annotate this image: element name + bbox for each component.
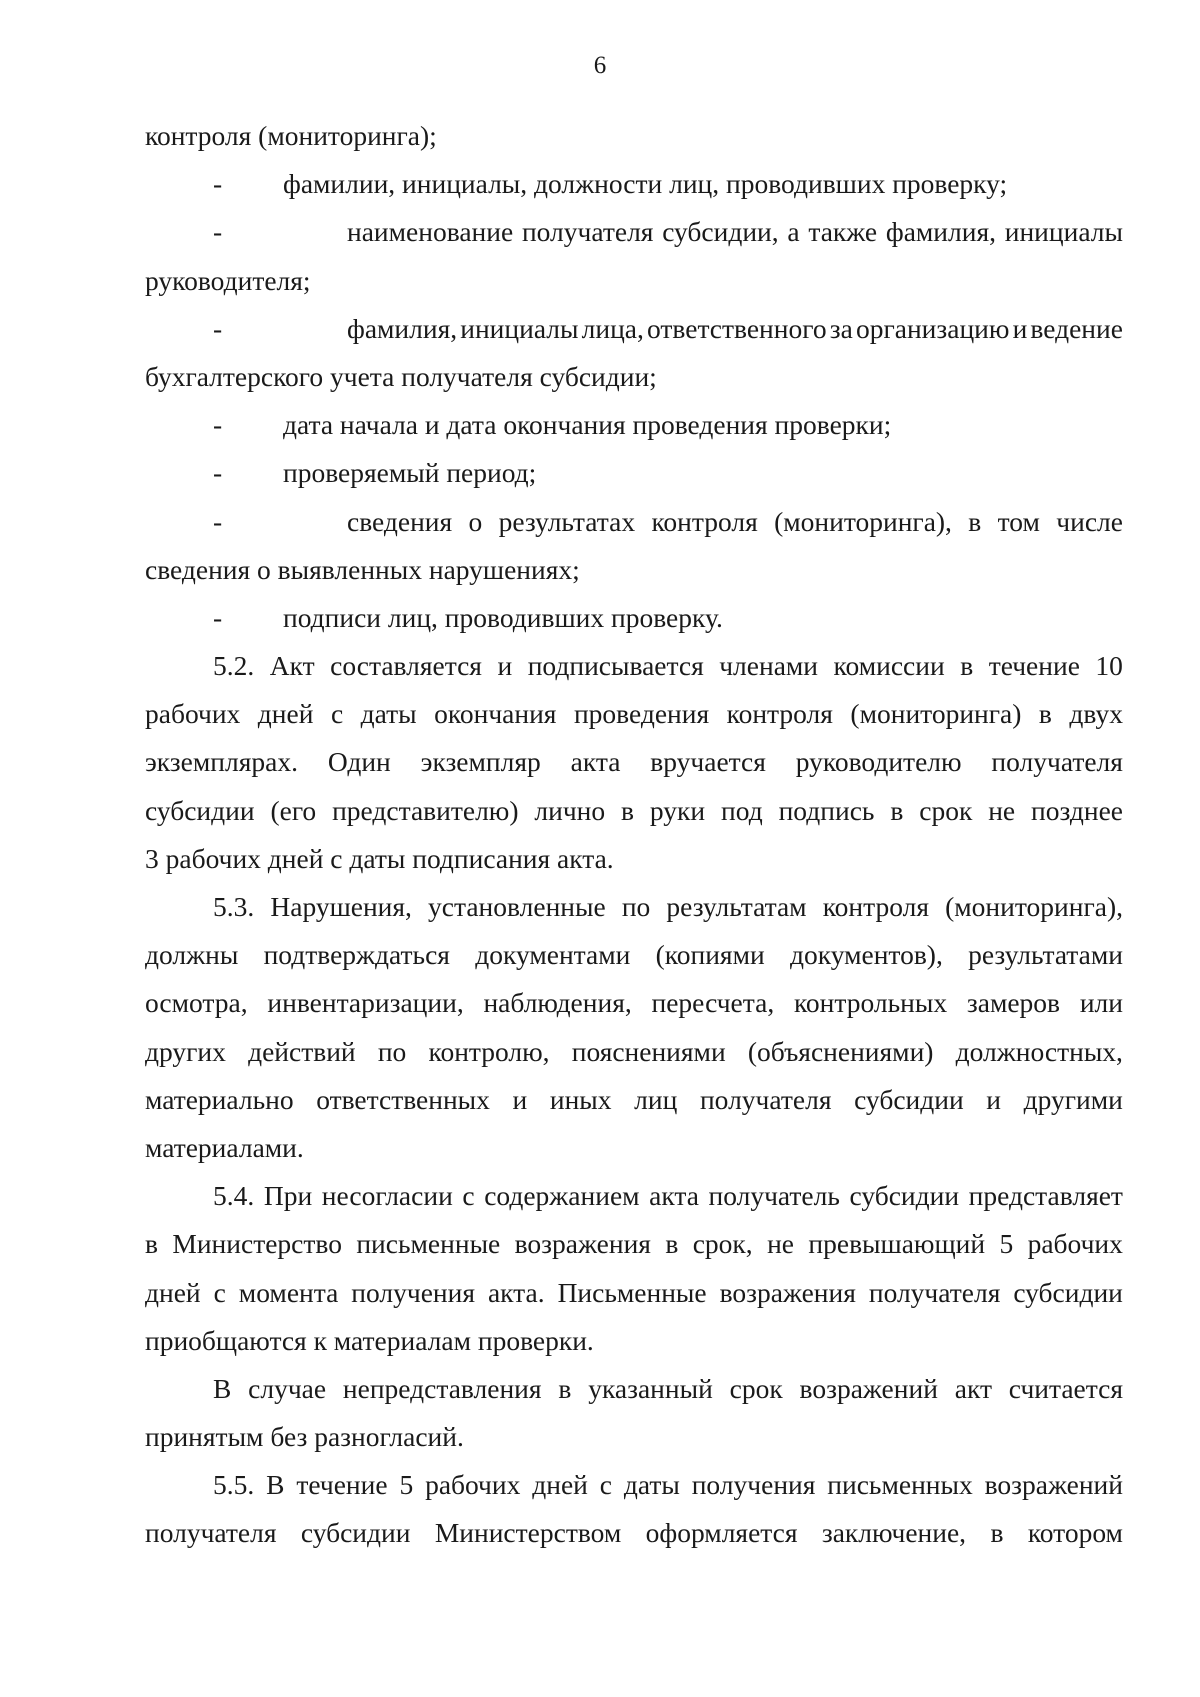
paragraph-line [145,1365,1123,1413]
paragraph-line [145,690,1123,738]
word: превышающий [808,1228,986,1260]
word: членами [719,650,819,682]
word: установленные [428,891,606,922]
word: (его [270,794,317,826]
word: фамилия, [885,216,996,248]
word: (объяснениями) [747,1035,934,1067]
document-body [145,112,1123,1558]
word: иных [549,1083,612,1115]
list-item [145,594,1123,642]
word: и [986,1083,1002,1115]
word: оформляется [645,1517,798,1549]
section-5-5 [145,1461,1123,1557]
paragraph-line: материалами. [145,1131,304,1163]
word: возражений [799,1372,938,1404]
word: и [497,650,513,682]
word: окончания [434,698,557,730]
list-item-text: фамилии, инициалы, должности лиц, проводивших проверку; [283,168,1008,200]
list-item [145,449,1123,497]
word: (мониторинга), [945,891,1123,922]
word: инициалы [460,312,579,344]
word: вручается [650,746,766,778]
list-item-text: проверяемый период; [283,457,537,489]
word: В [213,1372,232,1404]
word: подтверждаться [263,939,450,971]
word: несогласии [321,1180,453,1212]
paragraph-line: принятым без разногласий. [145,1421,464,1453]
word: двух [1069,698,1123,730]
paragraph-line [145,1461,1123,1509]
word: лично [534,794,606,826]
list-item [145,160,1123,208]
word: в [665,1228,679,1260]
list-dash: - [213,312,223,344]
word: наименование [347,216,514,248]
word: представляет [968,1180,1123,1212]
word: о [468,505,483,537]
page-number: 6 [593,52,607,79]
word: подписывается [527,650,704,682]
word: письменные [356,1228,501,1260]
word: в [621,794,635,826]
word: течение [988,650,1080,682]
word: пояснениями [571,1035,726,1067]
word: получателя [521,216,654,248]
word: возражения [719,1276,856,1308]
word: лиц [634,1083,678,1115]
word: получателя [145,1517,277,1549]
word: и [1012,312,1028,344]
paragraph-line [145,883,1123,931]
word: должностных, [955,1035,1123,1067]
paragraph-line: 3 рабочих дней с даты подписания акта. [145,842,614,874]
word: получатель [708,1180,840,1212]
word: Один [327,746,391,778]
word: Министерство [172,1228,342,1260]
word: подпись [778,794,875,826]
word: с [330,698,344,730]
word: осмотра, [145,987,248,1019]
paragraph-line [145,1076,1123,1124]
word: рабочих [145,698,241,730]
word: содержанием [484,1180,640,1212]
word: инициалы [1004,216,1123,248]
word: контроля [651,505,758,537]
word: других [145,1035,226,1067]
paragraph-line: приобщаются к материалам проверки. [145,1324,594,1356]
list-dash: - [213,168,223,200]
section-5-3 [145,883,1123,1172]
word: наблюдения, [483,987,632,1019]
word: в [1038,698,1052,730]
word: лица, [581,312,644,344]
word: котором [1027,1517,1123,1549]
word: результатах [498,505,636,537]
word: Акт [269,650,315,682]
word: считается [1008,1372,1123,1404]
word: субсидии [1013,1276,1123,1308]
word: 5 [399,1469,414,1501]
word: дней [257,698,314,730]
word: контроля [726,698,833,730]
section-5-4-continued [145,1365,1123,1461]
word: в [990,1517,1004,1549]
word: субсидии, [662,216,779,248]
word: субсидии [145,794,255,826]
list-item [145,401,1123,449]
section-5-2 [145,642,1123,883]
word: получения [351,1276,475,1308]
paragraph-line: бухгалтерского учета получателя субсидии; [145,360,657,392]
word: указанный [588,1372,713,1404]
paragraph-line: руководителя; [145,264,311,296]
word: момента [238,1276,339,1308]
word: акт [954,1372,992,1404]
word: по [377,1035,407,1067]
paragraph-line [145,1028,1123,1076]
word: представителю) [332,794,519,826]
word: контролю, [428,1035,550,1067]
word: руководителю [795,746,962,778]
word: В [266,1469,285,1501]
word: субсидии [854,1083,964,1115]
word: получателя [699,1083,832,1115]
word: результатами [968,939,1123,971]
word: сведения [347,505,453,537]
word: ответственного [647,312,827,344]
word: пересчета, [651,987,775,1019]
word: Нарушения, [270,891,412,922]
word: акта [570,746,621,778]
word: не [767,1228,794,1260]
word: другими [1023,1083,1123,1115]
word: (копиями [655,939,765,971]
word: 5.5. [213,1469,255,1501]
word: под [721,794,763,826]
word: по [621,891,651,922]
word: рабочих [425,1469,521,1501]
word: комиссии [833,650,945,682]
word: замеров [966,987,1061,1019]
word: документов), [789,939,943,971]
word: за [829,312,853,344]
paragraph-line: сведения о выявленных нарушениях; [145,553,580,585]
paragraph-line [145,1509,1123,1557]
word: заключение, [821,1517,967,1549]
word: субсидии [300,1517,411,1549]
word: том [997,505,1040,537]
word: экземплярах. [145,746,298,778]
word: При [263,1180,313,1212]
word: организацию [855,312,1010,344]
word: составляется [330,650,482,682]
word: дней [145,1276,201,1308]
paragraph-line: контроля (мониторинга); [145,120,437,151]
word: срок [919,794,973,826]
paragraph-line [145,1269,1123,1317]
word: а [787,216,800,248]
word: с [462,1180,475,1212]
word: (мониторинга) [850,698,1022,730]
word: и [512,1083,528,1115]
word: получателя [868,1276,1001,1308]
word: документами [475,939,631,971]
word: результатам [666,891,807,922]
word: возражений [984,1469,1123,1501]
word: или [1079,987,1123,1019]
word: в [960,650,974,682]
list-dash: - [213,216,223,248]
word: непредставления [342,1372,542,1404]
word: Министерством [434,1517,622,1549]
word: акта. [487,1276,545,1308]
word: контрольных [793,987,948,1019]
word: Письменные [557,1276,707,1308]
list-item [145,208,1123,256]
word: должны [145,939,239,971]
paragraph-line [145,979,1123,1027]
word: 10 [1095,650,1123,682]
list-item-text: подписи лиц, проводивших проверку. [283,601,723,633]
word: (мониторинга), [774,505,952,537]
word: ведение [1030,312,1123,344]
paragraph-line [145,931,1123,979]
word: также [808,216,878,248]
word: рабочих [1027,1228,1123,1260]
list-item [145,305,1123,353]
word: в [890,794,904,826]
word: даты [360,698,417,730]
word: акта [649,1180,699,1212]
word: возражения [514,1228,651,1260]
word: дней [532,1469,588,1501]
word: с [599,1469,612,1501]
word: не [988,794,1016,826]
word: субсидии [849,1180,960,1212]
word: фамилия, [347,312,458,344]
paragraph-line [145,1220,1123,1268]
word: 5.4. [213,1180,255,1212]
word: течение [296,1469,388,1501]
word: 5 [999,1228,1014,1260]
list-dash: - [213,457,223,489]
word: в [145,1228,158,1260]
word: позднее [1031,794,1123,826]
word: контроля [822,891,929,922]
word: получения [691,1469,816,1501]
word: инвентаризации, [267,987,464,1019]
word: действий [248,1035,356,1067]
word: срок [729,1372,783,1404]
word: числе [1056,505,1123,537]
word: руки [649,794,706,826]
word: получателя [991,746,1123,778]
list-dash: - [213,601,223,633]
list-dash: - [213,409,223,441]
word: с [213,1276,226,1308]
word: срок, [692,1228,753,1260]
list-dash: - [213,505,223,537]
paragraph-line [145,738,1123,786]
word: случае [248,1372,327,1404]
word: экземпляр [420,746,541,778]
section-5-4 [145,1172,1123,1365]
word: даты [623,1469,680,1501]
word: 5.2. [213,650,255,682]
word: материально [145,1083,294,1115]
word: ответственных [316,1083,490,1115]
word: в [558,1372,572,1404]
paragraph-line [145,642,1123,690]
list-item [145,498,1123,546]
word: проведения [573,698,710,730]
word: в [968,505,982,537]
paragraph-line [145,1172,1123,1220]
word: 5.3. [213,891,255,922]
word: письменных [827,1469,973,1501]
list-item-text: дата начала и дата окончания проведения проверки; [283,409,892,441]
paragraph-line [145,787,1123,835]
